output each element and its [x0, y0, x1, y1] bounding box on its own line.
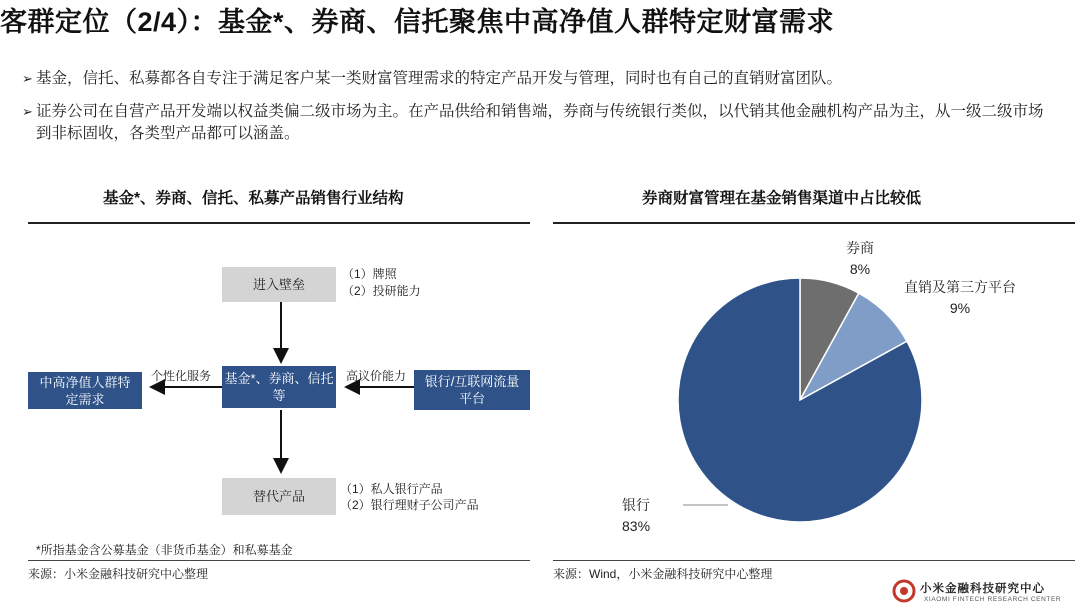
logo-text: 小米金融科技研究中心: [920, 583, 1045, 595]
entry-barrier-box: 进入壁垒: [222, 267, 336, 302]
pie-label-bank-name: 银行: [622, 497, 650, 513]
left-panel-source: 来源：小米金融科技研究中心整理: [28, 567, 209, 581]
right-panel-title: 券商财富管理在基金销售渠道中占比较低: [642, 190, 922, 207]
substitute-wealth-sub-label: （2）银行理财子公司产品: [340, 498, 479, 512]
client-needs-box: 中高净值人群特定需求: [28, 372, 142, 409]
bullet-text-1: 基金，信托、私募都各自专注于满足客户某一类财富管理需求的特定产品开发与管理，同时也有自己的直销财富团队。: [36, 70, 843, 87]
entry-barrier-license-label: （1）牌照: [342, 267, 397, 281]
page-title: 客群定位（2/4）：基金*、券商、信托聚焦中高净值人群特定财富需求: [0, 7, 835, 37]
entry-barrier-research-label: （2）投研能力: [342, 284, 421, 298]
channel-platform-box: 银行/互联网流量平台: [414, 370, 530, 410]
bargaining-power-label: 高议价能力: [346, 369, 407, 383]
left-panel-footnote: *所指基金含公募基金（非货币基金）和私募基金: [36, 543, 293, 557]
pie-label-broker-name: 券商: [846, 240, 874, 256]
xiaomi-fintech-logo-icon: [892, 579, 916, 603]
right-panel-source: 来源：Wind，小米金融科技研究中心整理: [553, 567, 773, 581]
left-panel-title: 基金*、券商、信托、私募产品销售行业结构: [103, 190, 404, 207]
bullet-arrow-icon: ➢: [22, 71, 33, 86]
center-players-box: 基金*、券商、信托等: [222, 366, 336, 408]
personalized-service-label: 个性化服务: [151, 369, 212, 383]
substitute-private-bank-label: （1）私人银行产品: [340, 482, 443, 496]
bullet-text-2: 证券公司在自营产品开发端以权益类偏二级市场为主。在产品供给和销售端，券商与传统银行类似，以代销其他金融机构产品为主，从一级二级市场到非标固收，各类型产品都可以涵盖。: [36, 103, 1044, 142]
bullet-arrow-icon: ➢: [22, 104, 33, 119]
pie-label-bank-value: 83%: [622, 518, 651, 534]
pie-label-direct-value: 9%: [949, 300, 971, 316]
right-panel-bottom-rule: [553, 560, 1075, 561]
pie-label-broker-value: 8%: [849, 261, 871, 277]
substitute-products-box: 替代产品: [222, 478, 336, 515]
logo-subtext: XIAOMI FINTECH RESEARCH CENTER: [924, 596, 1062, 603]
pie-label-direct-name: 直销及第三方平台: [904, 279, 1016, 295]
